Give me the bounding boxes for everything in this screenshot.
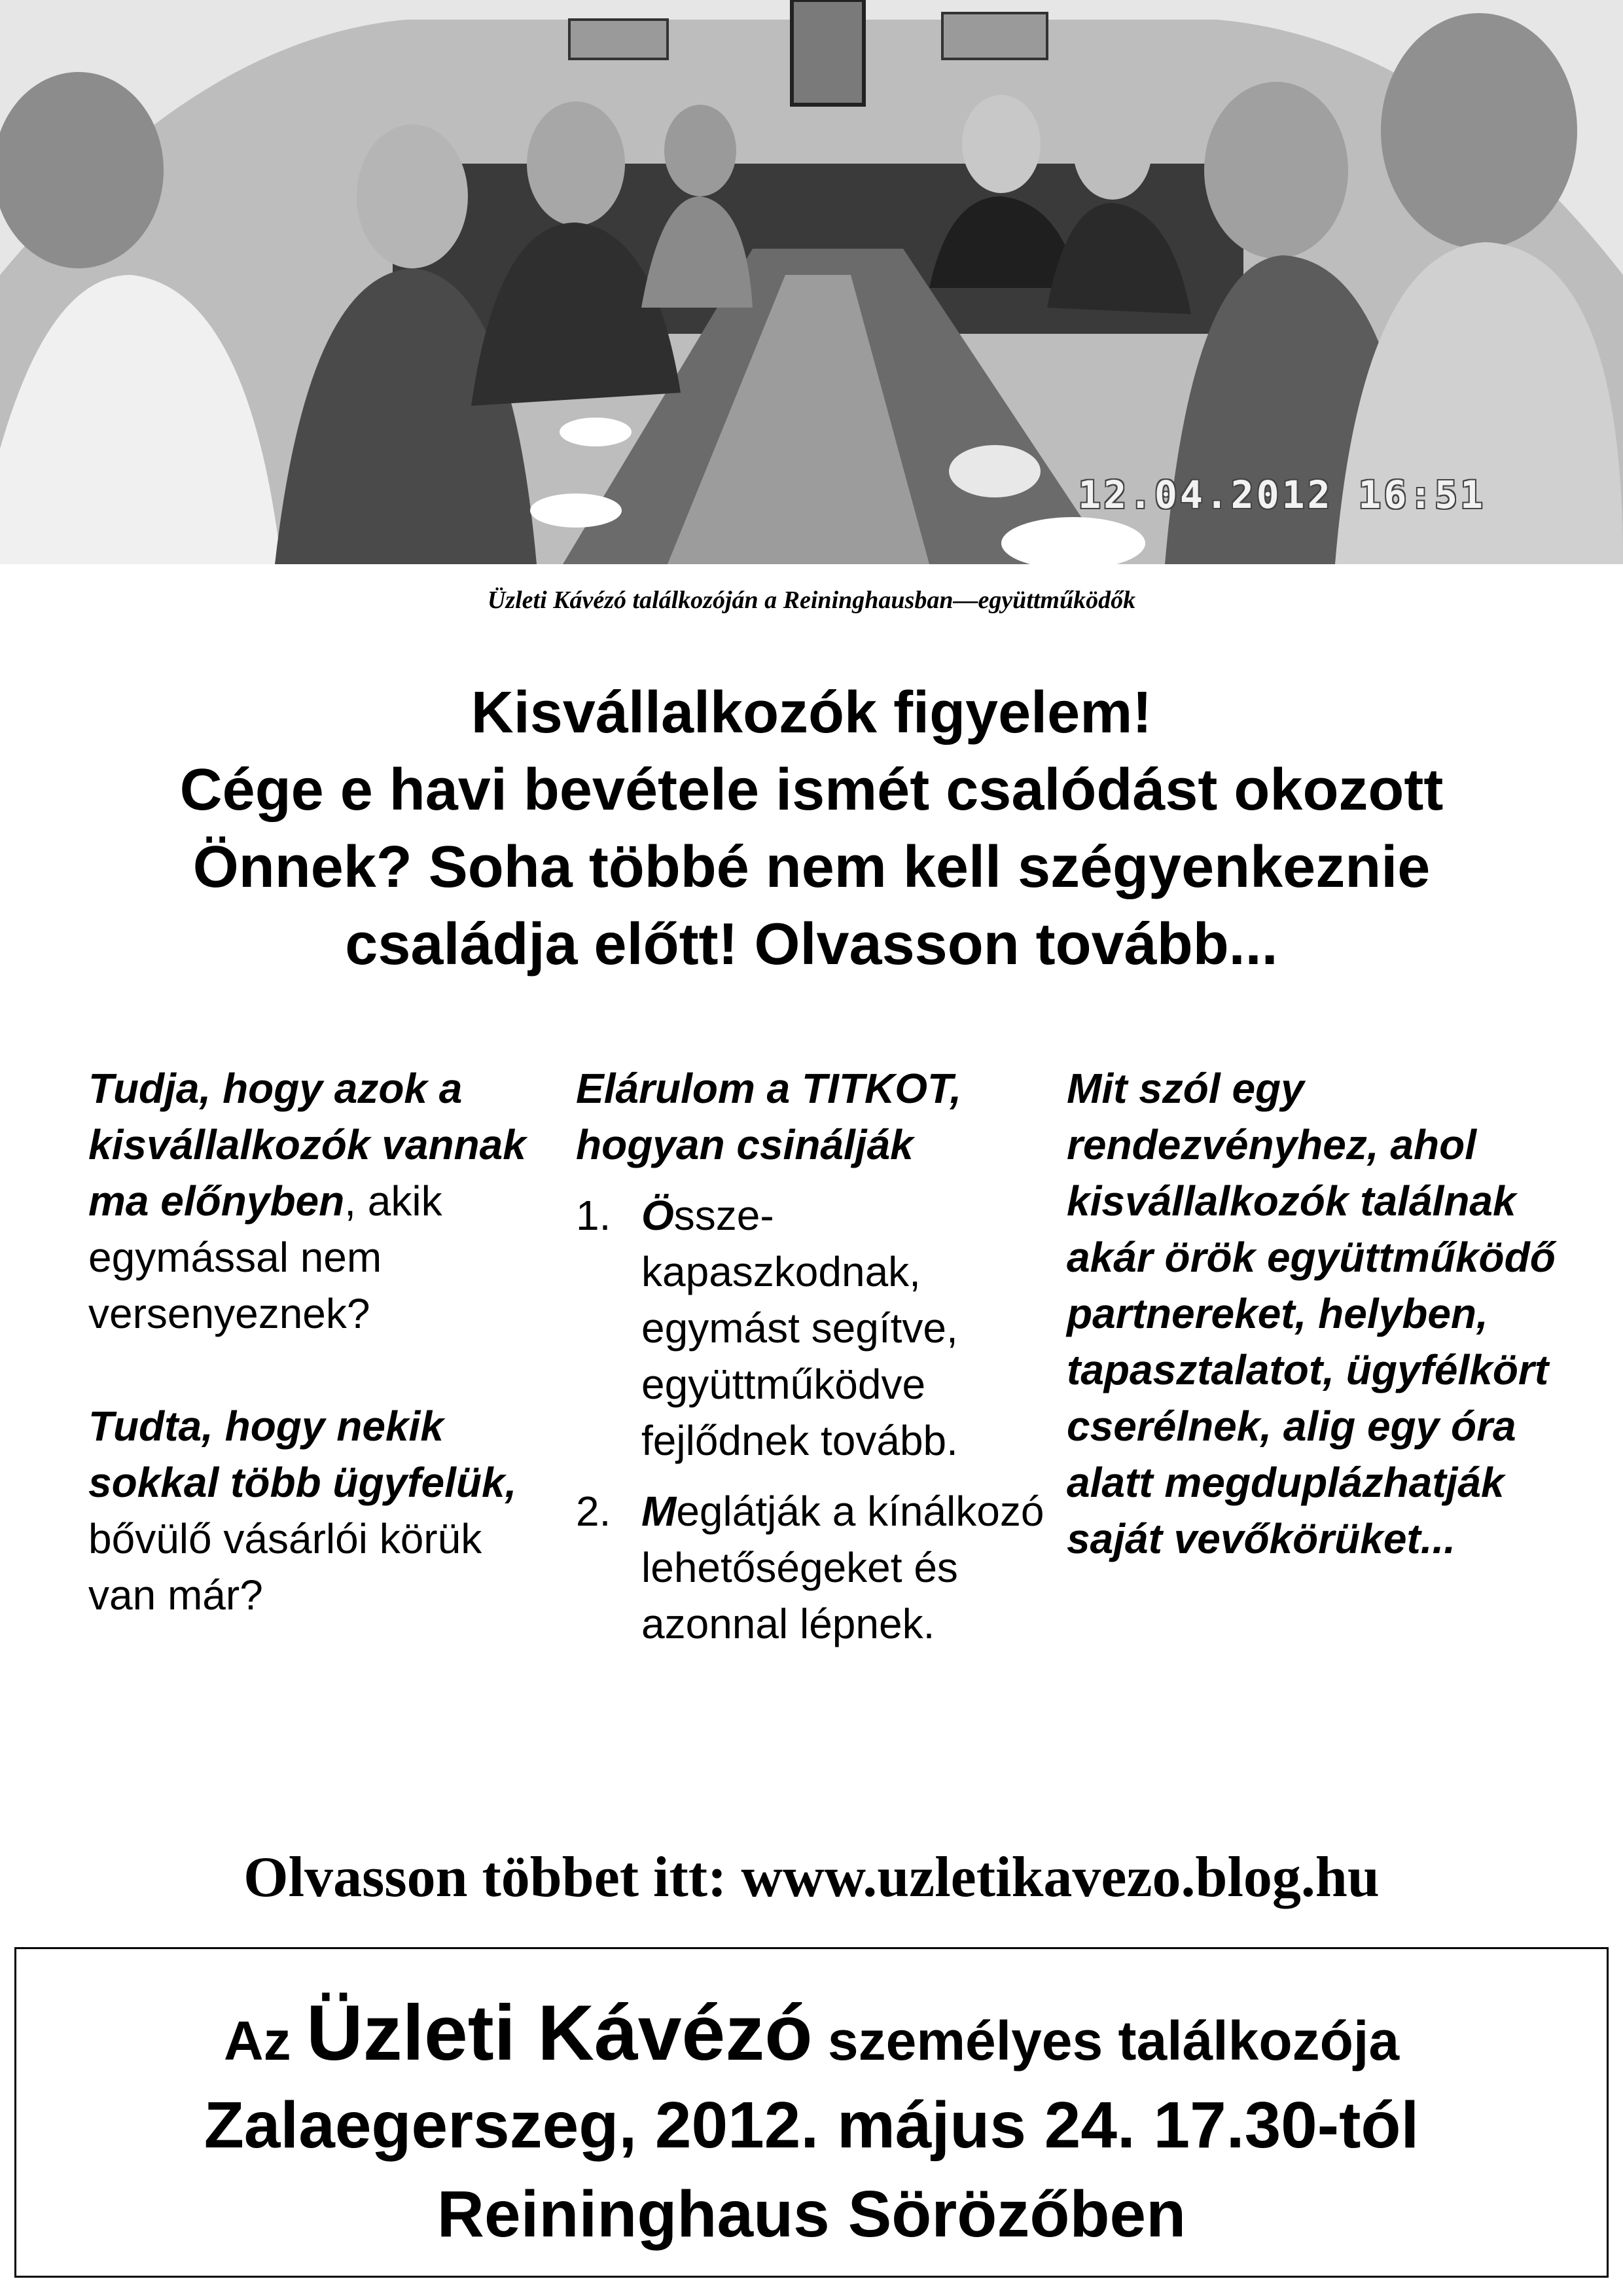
list-item [576,1483,1047,1652]
blog-link-line: Olvasson többet itt: www.uzletikavezo.blog.hu [243,1846,1380,1909]
meeting-photo [0,0,1623,564]
headline-line-3: Önnek? Soha többé nem kell szégyenkeznie [192,834,1431,900]
event-venue: Reininghaus Sörözőben [437,2178,1186,2251]
list-item-initial: M [641,1488,677,1535]
column-middle [576,1060,1047,1666]
photo-caption: Üzleti Kávézó találkozóján a Reininghausban—együttműködők [487,586,1136,614]
list-item-number: 2. [576,1488,611,1535]
list-item-number: 1. [576,1192,611,1239]
column-left-bold-2: előnyben [160,1177,345,1225]
list-item-text: eglátják a kínálkozó lehetőségeket és azonnal lépnek. [641,1488,1044,1647]
headline-line-2: Cége e havi bevétele ismét csalódást okozott [179,757,1444,823]
column-left-bold-1: Tudja, hogy azok a kisvállalkozók vannak ma [88,1065,526,1225]
event-prefix: Az [223,2010,291,2072]
event-box [14,1947,1609,2278]
headline-line-1: Kisvállalkozók figyelem! [471,680,1152,745]
photo-timestamp: 12.04.2012 16:51 [1078,473,1486,517]
list-item-initial: Ö [641,1192,674,1239]
column-right-text: Mit szól egy rendezvényhez, ahol kisvállalkozók találnak akár örök együttműködő partnereket, helyben, tapasztalatot, ügyfélkört cserélnek, alig egy óra alatt megduplázhatják saját vevőkörüket... [1067,1065,1556,1562]
column-left [88,1060,546,1623]
event-name: Üzleti Kávézó [306,1989,813,2077]
column-left-bold-3: Tudta, hogy nekik sokkal több ügyfelük, [88,1403,517,1506]
headline [26,674,1597,983]
column-left-paragraph-2 [88,1398,546,1623]
column-left-paragraph-1 [88,1060,546,1342]
list-item-text: ssze-kapaszkodnak, egymást segítve, együttműködve fejlődnek tovább. [641,1192,958,1464]
event-suffix: személyes találkozója [827,2010,1400,2072]
headline-line-4: családja előtt! Olvasson tovább... [345,912,1278,977]
event-date: Zalaegerszeg, 2012. május 24. 17.30-tól [204,2089,1419,2162]
event-title [16,1989,1607,2080]
column-left-text-2: bővülő vásárlói körük van már? [88,1515,482,1619]
numbered-list [576,1187,1047,1652]
column-right [1067,1060,1564,1567]
column-left-text-1: , akik egymással nem versenyeznek? [88,1177,442,1337]
column-middle-intro: Elárulom a TITKOT, hogyan csinálják [576,1065,962,1168]
list-item [576,1187,1047,1469]
